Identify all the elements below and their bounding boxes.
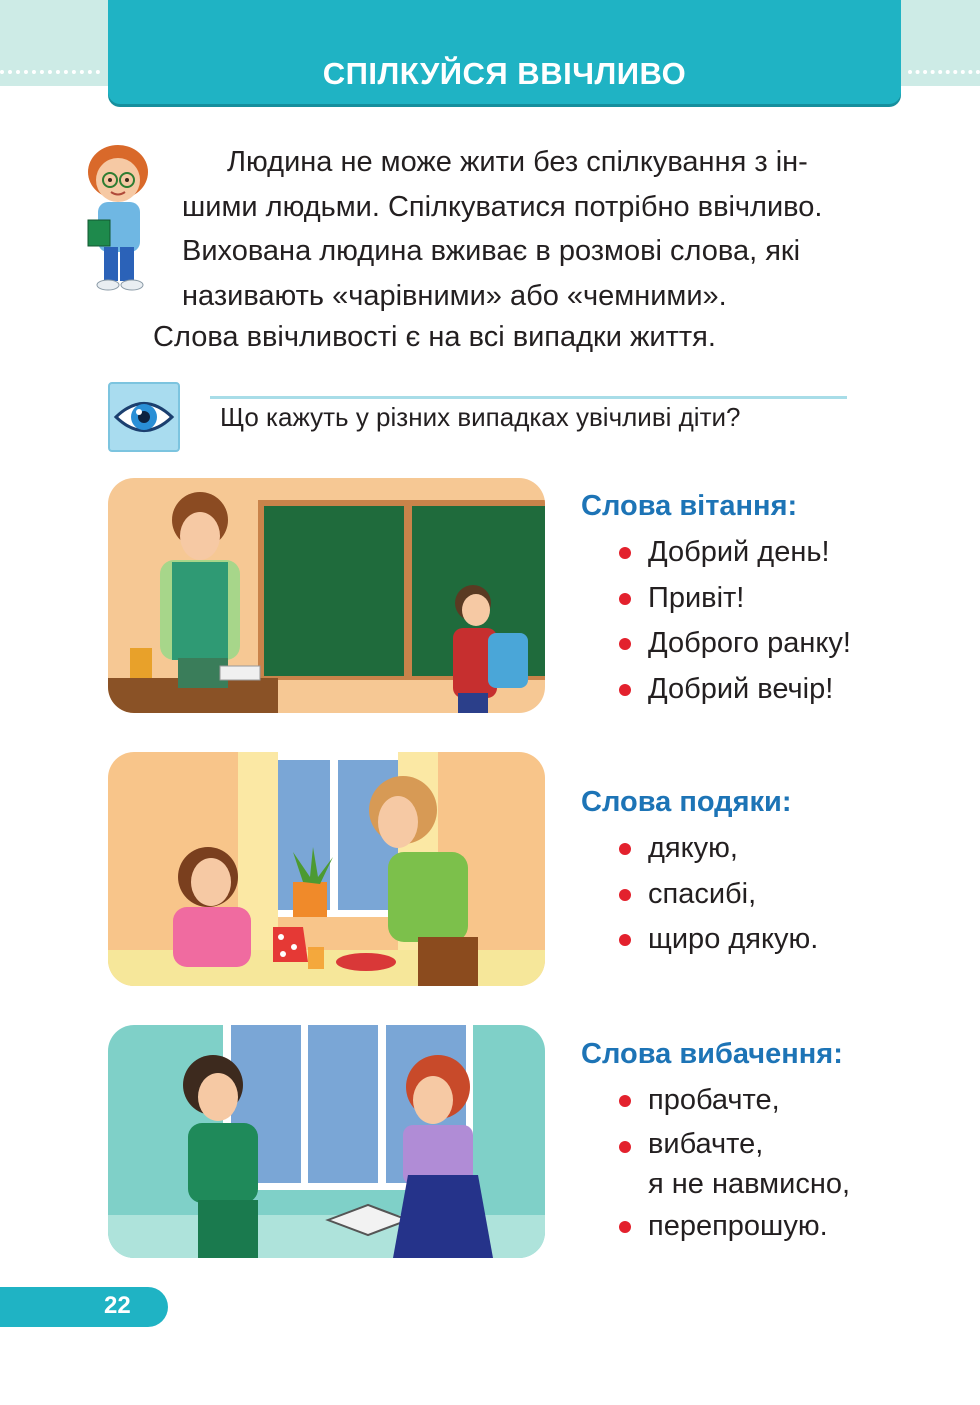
apology-illustration <box>108 1025 545 1258</box>
intro-line: Вихована людина вживає в розмові слова, які <box>182 235 801 267</box>
list-item-text: щиро дякую. <box>648 923 819 955</box>
greeting-classroom-illustration <box>108 478 545 713</box>
greeting-words-section <box>581 486 851 712</box>
thanks-words-section <box>581 782 818 963</box>
page-number-tab <box>0 1287 168 1327</box>
section-heading: Слова подяки: <box>581 786 792 818</box>
list-item-text: Доброго ранку! <box>648 627 851 659</box>
eye-icon <box>108 382 180 452</box>
intro-last-line: Слова ввічливості є на всі випадки життя. <box>153 321 716 353</box>
thanks-kitchen-illustration <box>108 752 545 986</box>
list-item-text: дякую, <box>648 832 738 864</box>
list-item <box>581 667 851 713</box>
list-item <box>581 1124 850 1204</box>
list-item-text: вибачте, <box>648 1127 764 1160</box>
words-list <box>581 826 818 963</box>
bullet-icon <box>619 934 631 946</box>
page-number: 22 <box>104 1292 131 1319</box>
dotted-line-right <box>908 70 980 78</box>
title-tab <box>108 0 901 104</box>
intro-line: називають «чарівними» або «чемними». <box>182 279 727 312</box>
list-item-text: Привіт! <box>648 581 745 614</box>
question-text: Що кажуть у різних випадках увічливі діти? <box>220 402 741 432</box>
list-item <box>581 576 851 622</box>
bullet-icon <box>619 684 631 696</box>
bullet-icon <box>619 593 631 605</box>
list-item-text: Добрий день! <box>648 536 830 568</box>
list-item-text: спасибі, <box>648 877 757 910</box>
page-title: СПІЛКУЙСЯ ВВІЧЛИВО <box>322 56 687 91</box>
list-item <box>581 826 818 872</box>
list-item <box>581 621 851 667</box>
question-divider <box>210 396 847 399</box>
list-item <box>581 872 818 918</box>
section-heading: Слова вибачення: <box>581 1038 843 1070</box>
bullet-icon <box>619 1141 631 1153</box>
list-item-text-continued: я не навмисно, <box>648 1167 851 1200</box>
intro-paragraph <box>182 140 907 318</box>
list-item <box>581 1204 850 1250</box>
list-item-text: пробачте, <box>648 1084 780 1116</box>
section-heading: Слова вітання: <box>581 490 798 522</box>
dotted-line-left <box>0 70 100 78</box>
boy-with-books-illustration <box>78 142 158 294</box>
words-list <box>581 1078 850 1249</box>
list-item-text: Добрий вечір! <box>648 672 834 705</box>
list-item <box>581 1078 850 1124</box>
intro-line: Людина не може жити без спілкування з ін- <box>227 146 808 178</box>
bullet-icon <box>619 843 631 855</box>
words-list <box>581 530 851 712</box>
apology-words-section <box>581 1034 850 1249</box>
bullet-icon <box>619 889 631 901</box>
list-item <box>581 530 851 576</box>
bullet-icon <box>619 1221 631 1233</box>
list-item <box>581 917 818 963</box>
intro-line: шими людьми. Спілкуватися потрібно ввічливо. <box>182 190 823 223</box>
bullet-icon <box>619 638 631 650</box>
list-item-text: перепрошую. <box>648 1209 828 1242</box>
bullet-icon <box>619 547 631 559</box>
bullet-icon <box>619 1095 631 1107</box>
